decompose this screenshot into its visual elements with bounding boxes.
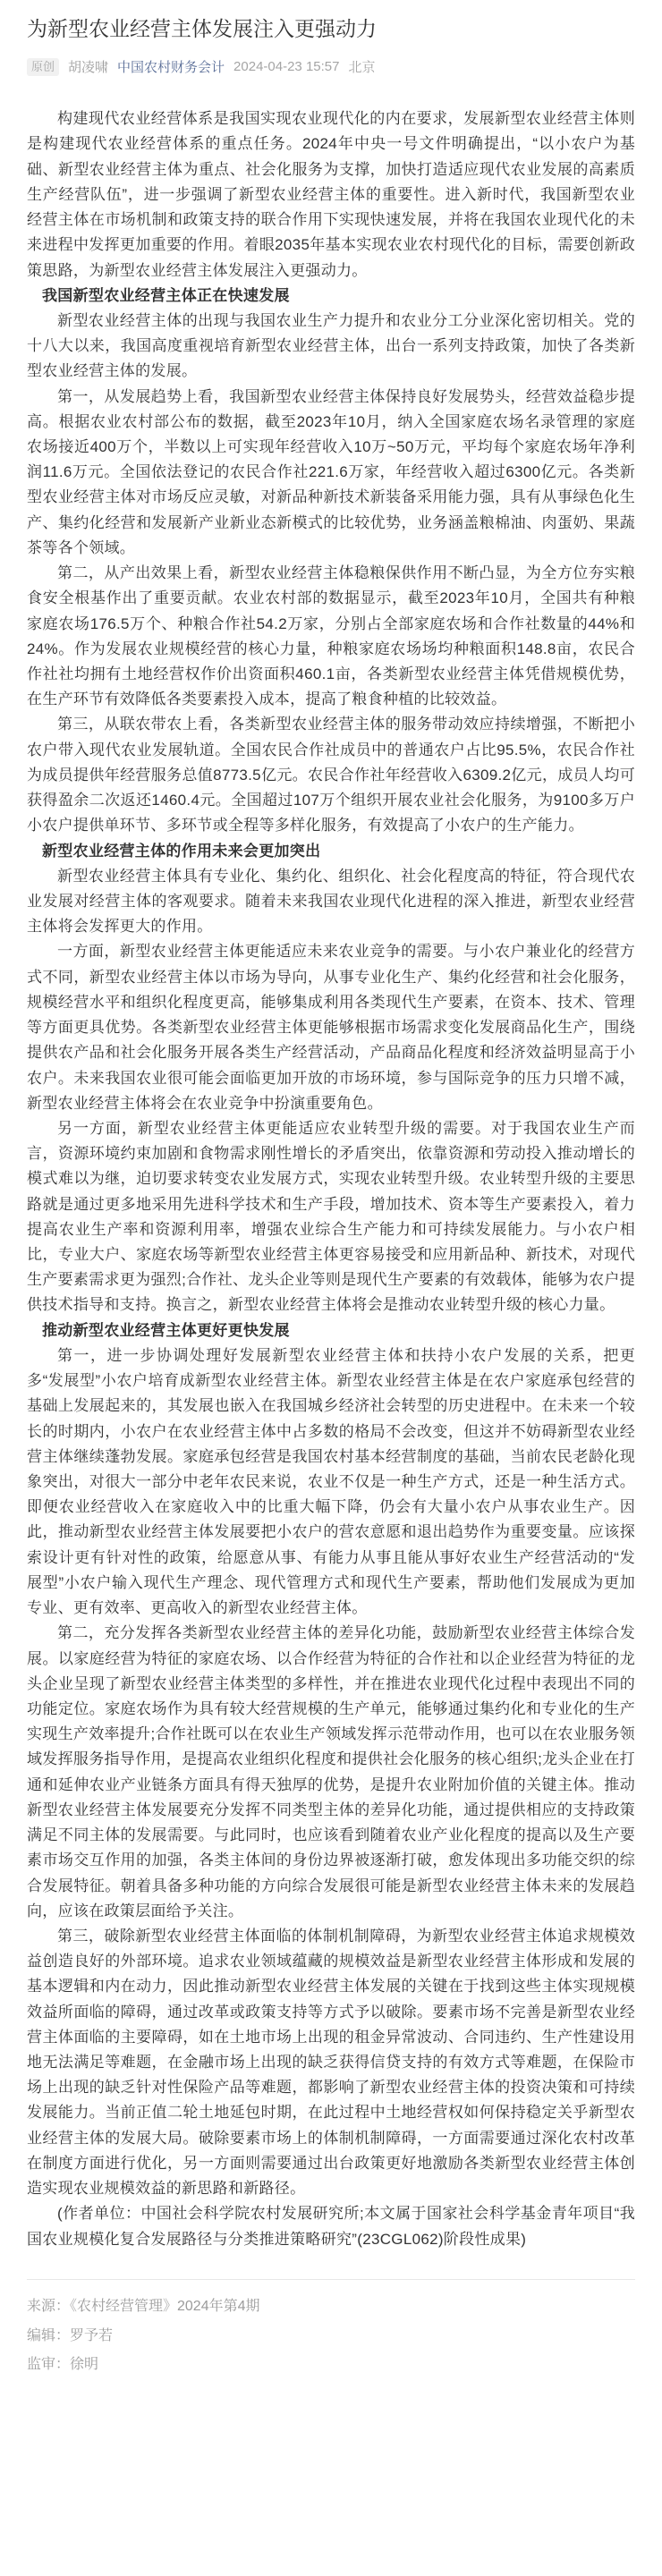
section-heading: 新型农业经营主体的作用未来会更加突出 (42, 842, 321, 860)
body-paragraph: 第二，从产出效果上看，新型农业经营主体稳粮保供作用不断凸显，为全方位夯实粮食安全根基作出了重要贡献。农业农村部的数据显示，截至2023年10月，全国共有种粮家庭农场176.5万个、种粮合作社54.2万家，分别占全部家庭农场和合作社数量的44%和24%。作为发展农业规模经营的核心力量，种粮家庭农场场均种粮面积148.8亩，农民合作社社均拥有土地经营权作价出资面积460.1亩，各类新型农业经营主体凭借规模优势，在生产环节有效降低各类要素投入成本，提高了粮食种植的比较效益。 (27, 564, 635, 708)
publish-location: 北京 (348, 60, 376, 76)
publish-datetime: 2024-04-23 15:57 (233, 59, 340, 75)
official-account-link[interactable]: 中国农村财务会计 (117, 60, 225, 76)
footer-editor: 编辑：罗予若 (27, 2327, 114, 2343)
section-heading: 推动新型农业经营主体更好更快发展 (42, 1321, 290, 1339)
section-heading: 我国新型农业经营主体正在快速发展 (42, 286, 290, 304)
footer-reviewer: 监审：徐明 (27, 2357, 99, 2373)
body-paragraph: 第三，破除新型农业经营主体面临的体制机制障碍，为新型农业经营主体追求规模效益创造良好的外部环境。追求农业领域蕴藏的规模效益是新型农业经营主体形成和发展的基本逻辑和内在动力，因此推动新型农业经营主体发展的关键在于找到这些主体实现规模效益所面临的障碍，通过改革或政策支持等方式予以破除。要素市场不完善是新型农业经营主体面临的主要障碍，如在土地市场上出现的租金异常波动、合同违约、生产性建设用地无法满足等难题，在金融市场上出现的缺乏获得信贷支持的有效方式等难题，在保险市场上出现的缺乏针对性保险产品等难题，都影响了新型农业经营主体的投资决策和可持续发展能力。当前正值二轮土地延包时期，在此过程中土地经营权如何保持稳定关乎新型农业经营主体的发展大局。破除要素市场上的体制机制障碍，一方面需要通过深化农村改革在制度方面进行优化，另一方面则需要通过出台政策更好地激励各类新型农业经营主体创造实现农业规模效益的新思路和新路径。 (27, 1927, 635, 2198)
body-paragraph: 新型农业经营主体的出现与我国农业生产力提升和农业分工分业深化密切相关。党的十八大以来，我国高度重视培育新型农业经营主体，出台一系列支持政策，加快了各类新型农业经营主体的发展。 (27, 311, 635, 380)
article-meta (27, 57, 635, 76)
original-badge: 原创 (27, 58, 59, 76)
body-paragraph: 新型农业经营主体具有专业化、集约化、组织化、社会化程度高的特征，符合现代农业发展对经营主体的客观要求。随着未来我国农业现代化进程的深入推进，新型农业经营主体将会发挥更大的作用。 (27, 867, 635, 936)
body-paragraph: 另一方面，新型农业经营主体更能适应农业转型升级的需要。对于我国农业生产而言，资源环境约束加剧和食物需求刚性增长的矛盾突出，依靠资源和劳动投入推动增长的模式难以为继，迫切要求转变农业发展方式，实现农业转型升级。农业转型升级的主要思路就是通过更多地采用先进科学技术和生产手段，增加技术、资本等生产要素投入，着力提高农业生产率和资源利用率，增强农业综合生产能力和可持续发展能力。与小农户相比，专业大户、家庭农场等新型农业经营主体更容易接受和应用新品种、新技术，对现代生产要素需求更为强烈;合作社、龙头企业等则是现代生产要素的有效载体，能够为农户提供技术指导和支持。换言之，新型农业经营主体将会是推动农业转型升级的核心力量。 (27, 1119, 635, 1314)
body-paragraph: 一方面，新型农业经营主体更能适应未来农业竞争的需要。与小农户兼业化的经营方式不同，新型农业经营主体以市场为导向，从事专业化生产、集约化经营和社会化服务，规模经营水平和组织化程度更高，能够集成利用各类现代生产要素，在资本、技术、管理等方面更具优势。各类新型农业经营主体更能够根据市场需求变化发展商品化生产，围绕提供农产品和社会化服务开展各类生产经营活动，产品商品化程度和经济效益明显高于小农户。未来我国农业很可能会面临更加开放的市场环境，参与国际竞争的压力只增不减，新型农业经营主体将会在农业竞争中扮演重要角色。 (27, 943, 635, 1112)
article-title: 为新型农业经营主体发展注入更强动力 (27, 17, 377, 40)
body-paragraph: (作者单位：中国社会科学院农村发展研究所;本文属于国家社会科学基金青年项目“我国农业规模化复合发展路径与分类推进策略研究”(23CGL062)阶段性成果) (27, 2205, 635, 2248)
body-paragraph: 构建现代农业经营体系是我国实现农业现代化的内在要求，发展新型农业经营主体则是构建现代农业经营体系的重点任务。2024年中央一号文件明确提出，“以小农户为基础、新型农业经营主体为重点、社会化服务为支撑，加快打造适应现代农业发展的高素质生产经营队伍”，进一步强调了新型农业经营主体的重要性。进入新时代，我国新型农业经营主体在市场机制和政策支持的联合作用下实现快速发展，并将在我国农业现代化的未来进程中发挥更加重要的作用。着眼2035年基本实现农业农村现代化的目标，需要创新政策思路，为新型农业经营主体发展注入更强动力。 (27, 110, 635, 279)
article-footer (27, 2292, 635, 2380)
body-paragraph: 第一，从发展趋势上看，我国新型农业经营主体保持良好发展势头，经营效益稳步提高。根据农业农村部公布的数据，截至2023年10月，纳入全国家庭农场名录管理的家庭农场接近400万个，半数以上可实现年经营收入10万~50万元，平均每个家庭农场年净利润11.6万元。全国依法登记的农民合作社221.6万家，年经营收入超过6300亿元。各类新型农业经营主体对市场反应灵敏，对新品种新技术新装备采用能力强，具有从事绿色化生产、集约化经营和发展新产业新业态新模式的比较优势，业务涵盖粮棉油、肉蛋奶、果蔬茶等各个领域。 (27, 387, 635, 556)
body-paragraph: 第一，进一步协调处理好发展新型农业经营主体和扶持小农户发展的关系，把更多“发展型”小农户培育成新型农业经营主体。新型农业经营主体是在农户家庭承包经营的基础上发展起来的，其发展也嵌入在我国城乡经济社会转型的历史进程中。在未来一个较长的时期内，小农户在农业经营主体中占多数的格局不会改变，但这并不妨碍新型农业经营主体继续蓬勃发展。家庭承包经营是我国农村基本经营制度的基础，当前农民老龄化现象突出，对很大一部分中老年农民来说，农业不仅是一种生产方式，还是一种生活方式。即便农业经营收入在家庭收入中的比重大幅下降，仍会有大量小农户从事农业生产。因此，推动新型农业经营主体发展要把小农户的营农意愿和退出趋势作为重要变量。应该探索设计更有针对性的政策，给愿意从事、有能力从事且能从事好农业生产经营活动的“发展型”小农户输入现代生产理念、现代管理方式和现代生产要素，帮助他们发展成为更加专业、更有效率、更高收入的新型农业经营主体。 (27, 1346, 635, 1617)
author-name: 胡凌啸 (68, 60, 109, 76)
body-paragraph: 第二，充分发挥各类新型农业经营主体的差异化功能，鼓励新型农业经营主体综合发展。以家庭经营为特征的家庭农场、以合作经营为特征的合作社和以企业经营为特征的龙头企业呈现了新型农业经营主体类型的多样性，并在推进农业现代化过程中表现出不同的功能定位。家庭农场作为具有较大经营规模的生产单元，能够通过集约化和专业化的生产实现生产效率提升;合作社既可以在农业生产领域发挥示范带动作用，也可以在农业服务领域发挥服务指导作用，是提高农业组织化程度和提供社会化服务的核心组织;龙头企业在打通和延伸农业产业链条方面具有得天独厚的优势，是提升农业附加价值的关键主体。推动新型农业经营主体发展要充分发挥不同类型主体的差异化功能，通过提供相应的支持政策满足不同主体的发展需要。与此同时，也应该看到随着农业产业化程度的提高以及生产要素市场交互作用的加强，各类主体间的身份边界被逐渐打破，愈发体现出多功能交织的综合发展特征。朝着具备多种功能的方向综合发展很可能是新型农业经营主体未来的发展趋向，应该在政策层面给予关注。 (27, 1624, 635, 1919)
article-body (27, 106, 635, 2252)
footer-divider (27, 2279, 635, 2280)
footer-source: 来源：《农村经营管理》2024年第4期 (27, 2298, 260, 2314)
body-paragraph: 第三，从联农带农上看，各类新型农业经营主体的服务带动效应持续增强，不断把小农户带入现代农业发展轨道。全国农民合作社成员中的普通农户占比95.5%，农民合作社为成员提供年经营服务总值8773.5亿元。农民合作社年经营收入6309.2亿元，成员人均可获得盈余二次返还1460.4元。全国超过107万个组织开展农业社会化服务，为9100多万户小农户提供单环节、多环节或全程等多样化服务，有效提高了小农户的生产能力。 (27, 716, 635, 835)
